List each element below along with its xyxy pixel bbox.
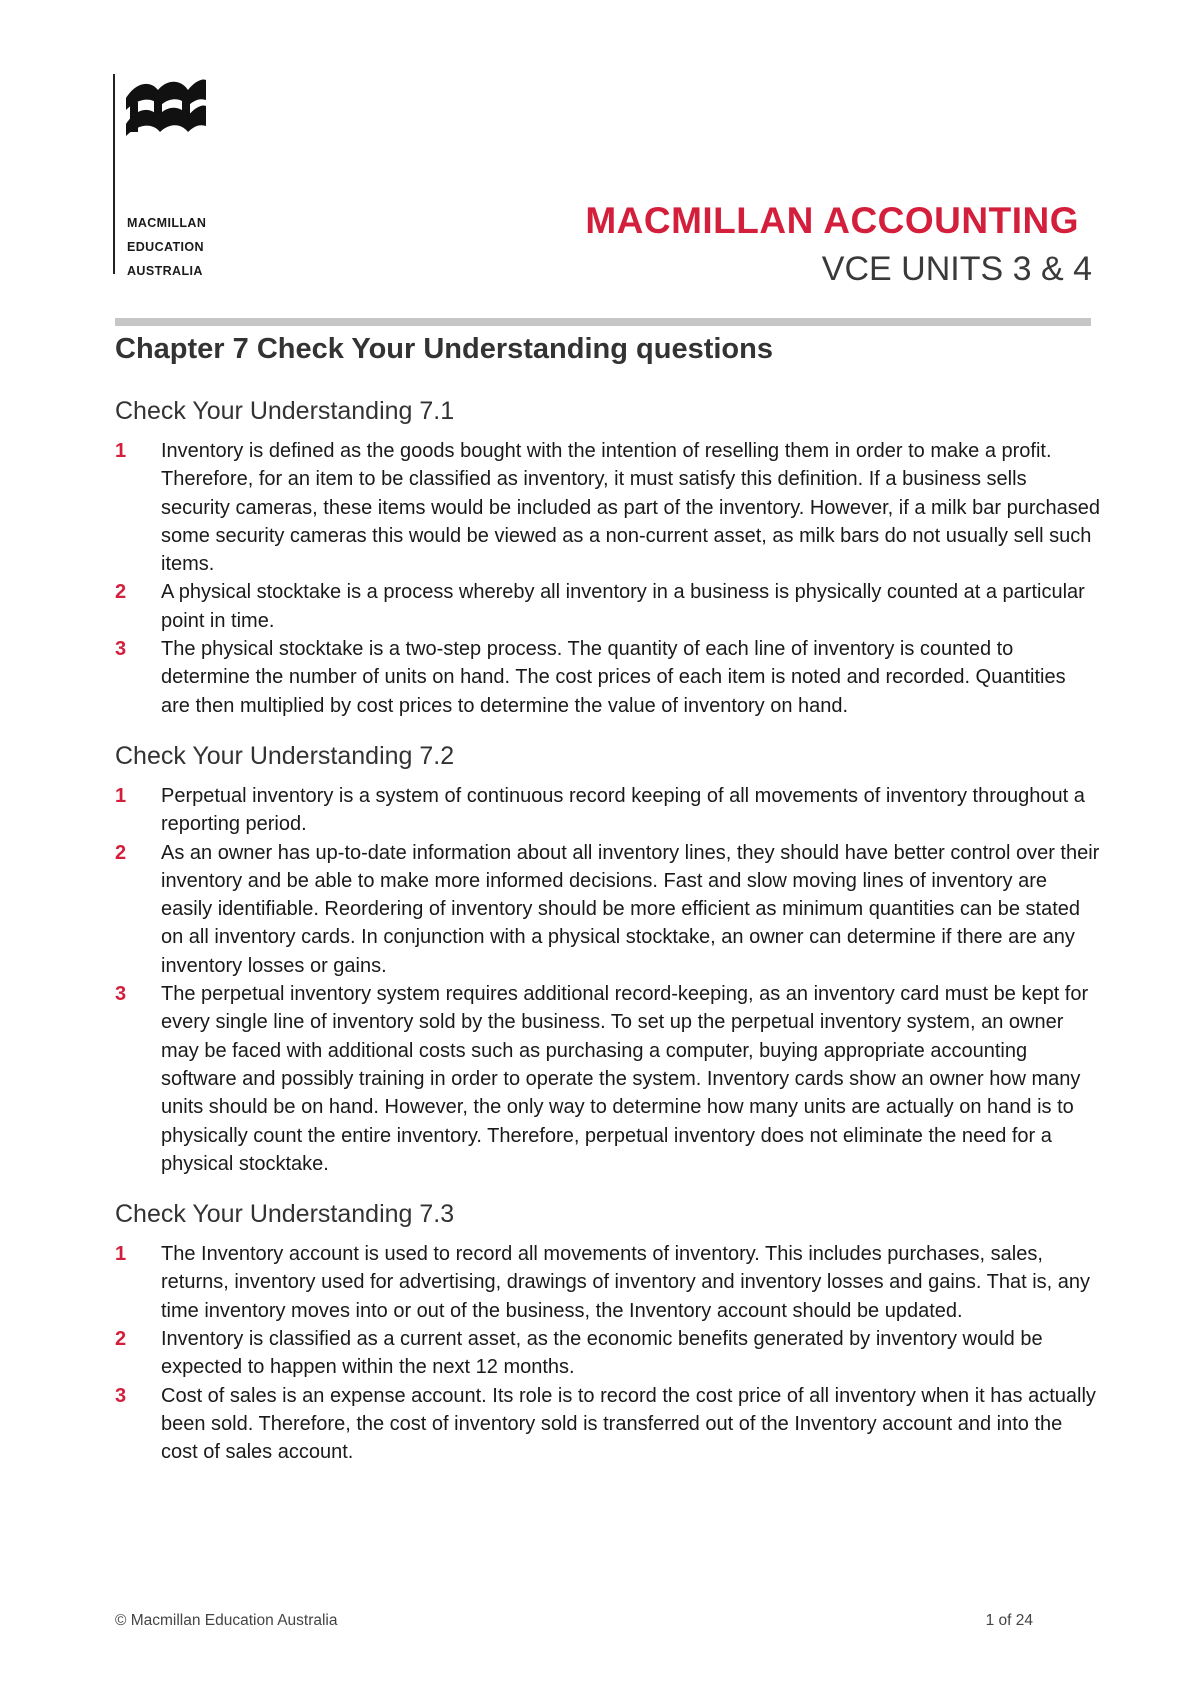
answer-number: 1 [115, 784, 127, 807]
question-section [115, 740, 1100, 1178]
answer-item [115, 782, 1100, 839]
answer-item [115, 437, 1100, 578]
answer-number: 3 [115, 1384, 127, 1407]
question-section [115, 395, 1100, 720]
answer-text: Inventory is defined as the goods bought with the intention of reselling them in order to make a profit. Therefore, for an item to be classified as inventory, it must satisfy this definition. If a business sells security cameras, these items would be included as part of the inventory. However, if a milk bar purchased some security cameras this would be viewed as a non-current asset, as milk bars do not usually sell such items. [161, 440, 1100, 576]
logo-line: AUSTRALIA [127, 264, 203, 278]
logo-line: EDUCATION [127, 240, 204, 254]
answer-list [115, 437, 1100, 720]
chapter-title: Chapter 7 Check Your Understanding questions [115, 333, 773, 365]
answer-number: 3 [115, 983, 127, 1006]
logo-wordmark [127, 211, 206, 283]
answer-text: Inventory is classified as a current asset, as the economic benefits generated by inventory would be expected to happen within the next 12 months. [161, 1328, 1043, 1379]
logo-line: MACMILLAN [127, 216, 207, 230]
answer-number: 2 [115, 581, 127, 604]
footer-copyright: © Macmillan Education Australia [115, 1612, 338, 1629]
answer-number: 1 [115, 1243, 127, 1266]
question-section [115, 1198, 1100, 1466]
document-body [115, 330, 1100, 1467]
answer-item [115, 1382, 1100, 1467]
answer-text: A physical stocktake is a process whereby all inventory in a business is physically counted at a particular point in time. [161, 581, 1085, 632]
answer-text: The perpetual inventory system requires additional record-keeping, as an inventory card must be kept for every single line of inventory sold by the business. To set up the perpetual inventory system, an owner may be faced with additional costs such as purchasing a computer, buying appropriate accounting software and possibly training in order to operate the system. Inventory cards show an owner how many units should be on hand. However, the only way to determine how many units are actually on hand is to physically count the entire inventory. Therefore, perpetual inventory does not eliminate the need for a physical stocktake. [161, 983, 1089, 1175]
answer-item [115, 839, 1100, 980]
answer-item [115, 635, 1100, 720]
answer-text: The physical stocktake is a two-step process. The quantity of each line of inventory is counted to determine the number of units on hand. The cost prices of each item is noted and recorded. Quantities are then multiplied by cost prices to determine the value of inventory on hand. [161, 638, 1066, 717]
answer-text: Cost of sales is an expense account. Its role is to record the cost price of all inventory when it has actually been sold. Therefore, the cost of inventory sold is transferred out of the Inventory account and into the cost of sales account. [161, 1384, 1096, 1464]
header-rule [115, 318, 1091, 326]
macmillan-logo-icon [124, 76, 208, 144]
section-heading: Check Your Understanding 7.2 [115, 741, 455, 770]
answer-list [115, 1240, 1100, 1466]
answer-item [115, 578, 1100, 635]
answer-number: 3 [115, 638, 127, 661]
answer-text: The Inventory account is used to record all movements of inventory. This includes purchases, sales, returns, inventory used for advertising, drawings of inventory and inventory losses and gains. That is, any time inventory moves into or out of the business, the Inventory account should be updated. [161, 1243, 1091, 1322]
answer-number: 2 [115, 1328, 127, 1351]
section-heading: Check Your Understanding 7.3 [115, 1200, 455, 1229]
answer-item [115, 1325, 1100, 1382]
answer-number: 2 [115, 841, 127, 864]
answer-number: 1 [115, 440, 127, 462]
answer-text: Perpetual inventory is a system of continuous record keeping of all movements of inventory throughout a reporting period. [161, 784, 1085, 836]
header-subtitle: VCE UNITS 3 & 4 [821, 250, 1092, 288]
logo-divider [113, 74, 115, 274]
page-number: 1 of 24 [985, 1612, 1033, 1629]
section-heading: Check Your Understanding 7.1 [115, 397, 455, 425]
header-title: MACMILLAN ACCOUNTING [585, 200, 1079, 241]
answer-item [115, 980, 1100, 1178]
answer-text: As an owner has up-to-date information about all inventory lines, they should have better control over their inventory and be able to make more informed decisions. Fast and slow moving lines of inventory are easily identifiable. Reordering of inventory should be more efficient as minimum quantities can be stated on all inventory cards. In conjunction with a physical stocktake, an owner can determine if there are any inventory losses or gains. [161, 841, 1100, 977]
answer-list [115, 782, 1100, 1178]
answer-item [115, 1240, 1100, 1325]
